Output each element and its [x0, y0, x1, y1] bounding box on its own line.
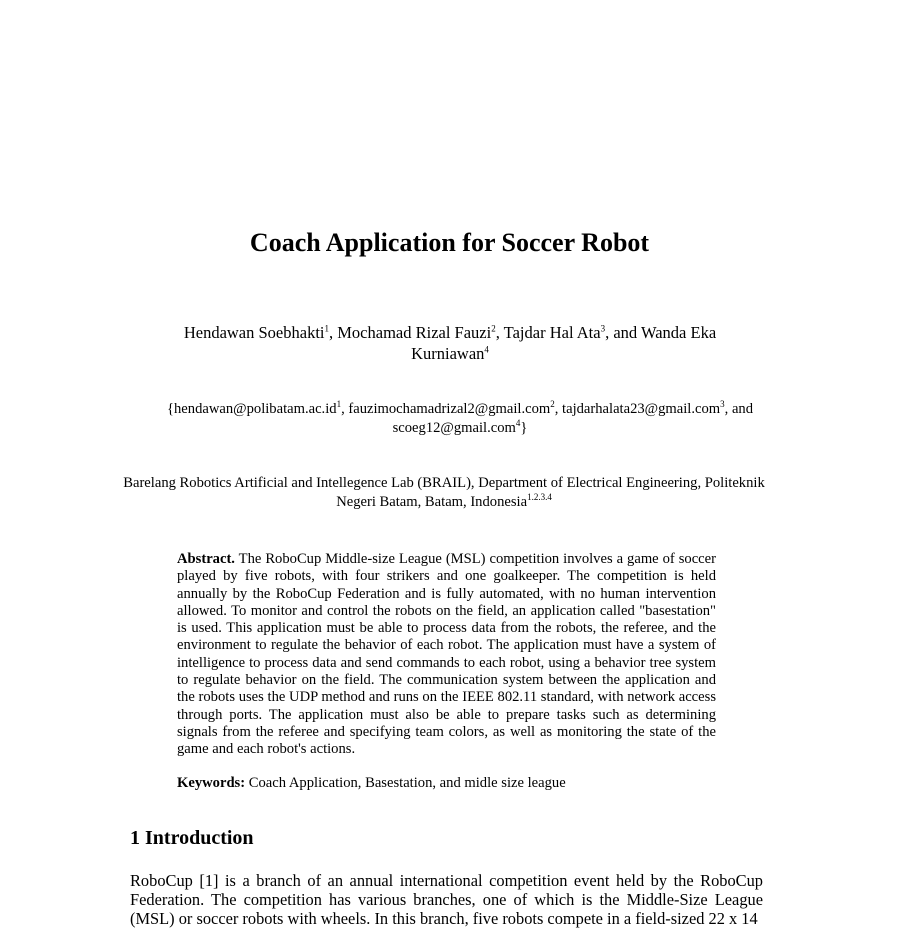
email: scoeg12@gmail.com: [392, 420, 516, 436]
email-sup: 1: [336, 399, 342, 410]
author-sup: 1: [324, 323, 329, 334]
abstract-text: The RoboCup Middle-size League (MSL) competition involves a game of soccer played by five robots, with four strikers and one goalkeeper. The competition is held annually by the RoboCup Federation and is fully automated, with no human intervention allowed. To monitor and control the robots on the field, an application called "basestation" is used. This application must be able to process data from the robots, the referee, and the environment to regulate the behavior of each robot. The application must have a system of intelligence to process data and send commands to each robot, using a behavior tree system to regulate behavior on the field. The communication system between the application and the robots uses the UDP method and runs on the IEEE 802.11 standard, with network access through ports. The application must also be able to prepare tasks such as determining signals from the referee and specifying team colors, as well as monitoring the state of the game and each robot's actions.: [177, 551, 716, 758]
author-name: Wanda Eka Kurniawan: [411, 323, 717, 363]
email-sup: 4: [515, 418, 521, 429]
author-name: Mochamad Rizal Fauzi: [337, 323, 492, 342]
email: hendawan@polibatam.ac.id: [174, 401, 337, 417]
author-list: [150, 322, 750, 364]
abstract-label: Abstract.: [177, 551, 235, 567]
author-sup: 4: [484, 344, 489, 355]
intro-paragraph: RoboCup [1] is a branch of an annual international competition event held by the RoboCup Federation. The competition has various branches, one of which is the Middle-Size League (MSL) or soccer robots with wheels. In this branch, five robots compete in a field-sized 22 x 14: [130, 871, 763, 928]
author-name: Tajdar Hal Ata: [503, 323, 601, 342]
separator: , and: [724, 401, 754, 417]
author-name: Hendawan Soebhakti: [183, 323, 325, 342]
abstract: [177, 551, 716, 759]
affiliation: [110, 474, 778, 512]
email-sup: 2: [550, 399, 555, 410]
author-sup: 2: [491, 323, 496, 334]
keywords-label: Keywords:: [177, 775, 246, 791]
separator: ,: [341, 401, 349, 417]
email-sup: 3: [720, 399, 725, 410]
affiliation-text: Barelang Robotics Artificial and Intellegence Lab (BRAIL), Department of Electrical Engineering, Politeknik Negeri Batam, Batam, Indonesia: [123, 475, 765, 510]
separator: ,: [329, 323, 338, 342]
email: tajdarhalata23@gmail.com: [562, 401, 721, 417]
keywords: [177, 774, 716, 792]
section-heading: 1 Introduction: [130, 827, 254, 849]
email-list: {$hendawan@polibatam.ac.id^1$, fauzimochamadrizal2@gmail.com$^2$, tajdarhalata23@gmail.com$^3$, and scoeg12@gmail.com$^4$}: [166, 399, 754, 436]
separator: , and: [605, 323, 641, 342]
keywords-text: Coach Application, Basestation, and midle size league: [248, 775, 566, 791]
separator: ,: [554, 401, 563, 417]
affiliation-sup: 1.2.3.4: [527, 492, 552, 503]
paper-title: Coach Application for Soccer Robot: [249, 228, 650, 257]
email: fauzimochamadrizal2@gmail.com: [348, 401, 551, 417]
separator: ,: [495, 323, 504, 342]
author-sup: 3: [600, 323, 606, 334]
